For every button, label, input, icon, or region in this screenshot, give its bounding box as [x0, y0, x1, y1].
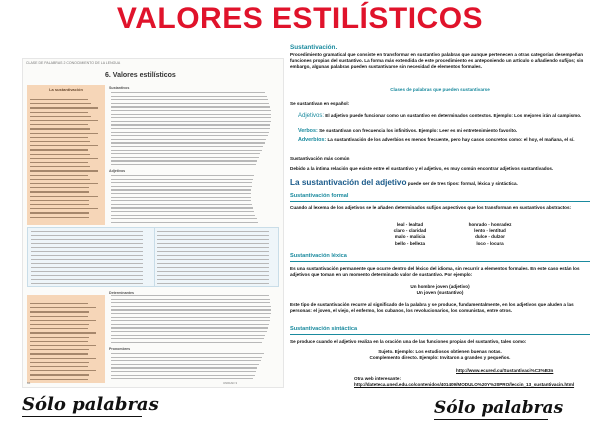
scan-text-line	[111, 342, 262, 343]
scan-text-line	[30, 154, 90, 155]
scan-text-line	[30, 345, 96, 346]
other-web-line: Otra web interesante: http://dateteca.uned.edu.co/contenidos/401409/MODULO%20Y%20PRO/leccin_13_sustantivacin.html	[354, 376, 575, 388]
subsection-determinantes: Determinantes	[109, 291, 134, 295]
scan-text-line	[111, 189, 251, 190]
scan-text-line	[30, 128, 90, 129]
subsection-sustantivos: Sustantivos	[109, 86, 130, 90]
scan-text-line	[30, 379, 88, 380]
scan-text-line	[111, 121, 271, 122]
scan-text-line	[111, 353, 264, 354]
scan-text-line	[111, 335, 265, 336]
scan-text-line	[30, 116, 91, 117]
adverbios-item: Adverbios: La sustantivación de los adverbios es menos frecuente, pero hay casos concretos como: el hoy, el mañana, el sí.	[298, 137, 575, 143]
pairs-left: leal - lealtad claro - claridad malo - malicia bello - belleza	[393, 222, 427, 246]
scan-text-line	[111, 367, 257, 368]
scan-text-line	[30, 124, 88, 125]
scan-text-line	[111, 96, 267, 97]
scan-text-line	[30, 162, 88, 163]
scan-text-line	[30, 337, 89, 338]
scan-text-line	[111, 117, 271, 118]
scan-text-line	[111, 371, 256, 372]
heading-sustantivacion: Sustantivación.	[290, 44, 338, 51]
scan-text-line	[111, 160, 257, 161]
scan-text-line	[30, 370, 96, 371]
scan-text-line	[111, 295, 269, 296]
scan-text-line	[111, 324, 269, 325]
scan-text-line	[30, 328, 88, 329]
adjetivos-item: Adjetivos: El adjetivo puede funcionar como un sustantivo en determinados contextos. Ejemplo: Los mejores irán al campismo.	[298, 113, 582, 119]
scan-text-line	[111, 360, 261, 361]
in-spanish-label: Se sustantivan en español:	[290, 101, 350, 106]
scan-text-line	[30, 200, 89, 201]
scan-text-line	[30, 349, 89, 350]
sintactica-paragraph: Se produce cuando el adjetivo realiza en la oración una de las funciones propias del sustantivo, tales como:	[290, 339, 527, 344]
scan-text-line	[111, 110, 271, 111]
scan-text-line	[31, 279, 143, 280]
scan-text-line	[111, 132, 269, 133]
scan-text-line	[111, 92, 265, 93]
scan-text-line	[30, 324, 89, 325]
scan-text-line	[30, 99, 88, 100]
scan-text-line	[157, 231, 269, 232]
scan-text-line	[157, 243, 269, 244]
scan-text-line	[111, 215, 255, 216]
scan-text-line	[111, 186, 252, 187]
solo-palabras-logo-left: Sólo palabras	[22, 394, 159, 415]
scan-text-line	[157, 279, 269, 280]
scan-text-line	[30, 141, 90, 142]
scan-text-line	[111, 200, 251, 201]
scan-text-line	[30, 358, 96, 359]
pairs-right: honrado - honradez lento - lentitud dulce - dulzor loco - locura	[468, 222, 512, 246]
scan-text-line	[111, 103, 269, 104]
scan-text-line	[111, 302, 270, 303]
scan-text-line	[30, 217, 89, 218]
scan-text-line	[111, 157, 259, 158]
intro-paragraph: Procedimiento gramatical que consiste en transformar en sustantivo palabras que aunque pertenecen a otras categorías desempeñan funciones propias del sustantivo. La forma más extendida de este procedimiento es anteponiendo un artículo o añadiendo sufijos; sin embargo, algunas palabras pueden sustantivarse sin necesidad de elementos formales.	[290, 52, 584, 70]
scan-text-line	[30, 120, 98, 121]
scan-text-line	[30, 112, 88, 113]
lexica-title: Sustantivación léxica	[290, 253, 347, 259]
scan-text-line	[30, 320, 96, 321]
scan-text-line	[111, 197, 251, 198]
relation-paragraph: Debido a la íntima relación que existe entre el sustantivo y el adjetivo, es muy común encontrar adjetivos sustantivados.	[290, 166, 554, 171]
scan-text-line	[157, 283, 269, 284]
lexica-rule	[290, 261, 590, 262]
scan-text-line	[31, 247, 143, 248]
scan-text-line	[157, 239, 269, 240]
scan-text-line	[31, 263, 143, 264]
scan-text-line	[30, 179, 90, 180]
scan-text-line	[31, 231, 143, 232]
formal-title: Sustantivación formal	[290, 193, 349, 199]
scan-text-line	[111, 135, 268, 136]
scan-text-line	[111, 142, 265, 143]
scan-text-line	[111, 378, 253, 379]
scan-text-line	[111, 327, 268, 328]
scan-text-line	[30, 303, 88, 304]
scan-text-line	[157, 255, 269, 256]
scan-text-line	[30, 137, 88, 138]
lexica-example-2: Un joven (sustantivo)	[416, 290, 464, 295]
scan-text-line	[157, 251, 269, 252]
scan-text-line	[111, 331, 267, 332]
scan-text-line	[111, 320, 270, 321]
scan-text-line	[111, 207, 253, 208]
page-title: VALORES ESTILÍSTICOS	[116, 2, 484, 35]
scan-text-line	[31, 251, 143, 252]
scan-text-line	[30, 208, 98, 209]
scan-text-line	[30, 316, 88, 317]
textbook-header: CLASE DE PALABRAS 2 CONOCIMIENTO DE LA LENGUA	[26, 61, 121, 65]
scan-text-line	[30, 311, 89, 312]
common-label: Sustantivación más común	[290, 156, 350, 161]
logo-underline-right	[434, 419, 548, 420]
scan-text-line	[30, 145, 98, 146]
scan-text-line	[30, 374, 89, 375]
scan-text-line	[111, 299, 270, 300]
scan-text-line	[111, 164, 256, 165]
scan-text-line	[30, 362, 89, 363]
textbook-section-title: 6. Valores estilísticos	[105, 72, 176, 79]
scan-text-line	[111, 193, 251, 194]
scan-text-line	[111, 146, 263, 147]
ecured-link[interactable]: http://www.ecured.cu/Sustantivaci%C3%B3n	[456, 368, 554, 373]
scan-text-line	[111, 222, 258, 223]
scan-text-line	[111, 317, 270, 318]
scan-text-line	[31, 259, 143, 260]
scan-text-line	[157, 247, 269, 248]
scan-text-line	[31, 283, 143, 284]
scan-text-line	[157, 263, 269, 264]
scan-text-line	[157, 267, 269, 268]
big-title-line: La sustantivación del adjetivo puede ser de tres tipos: formal, léxica y sintáctica.	[290, 178, 518, 187]
scan-text-line	[30, 166, 90, 167]
scan-text-line	[30, 191, 89, 192]
scan-text-line	[30, 183, 98, 184]
scan-text-line	[30, 187, 89, 188]
lexica-paragraph: Es una sustantivación permanente que ocurre dentro del léxico del idioma, sin recurrir a elementos formales. En este caso están los adjetivos que toman en un momento determinado valor de sustantivo. Por ejemplo:	[290, 266, 580, 278]
scan-text-line	[30, 175, 88, 176]
subsection-adjetivos: Adjetivos	[109, 169, 126, 173]
scan-text-line	[111, 313, 271, 314]
scan-text-line	[111, 218, 257, 219]
scan-text-line	[111, 204, 252, 205]
scan-text-line	[111, 375, 255, 376]
unit-label: UNIDAD 3	[223, 381, 238, 385]
lexica-example-1: Un hombre joven (adjetivo)	[410, 284, 470, 289]
scan-text-line	[30, 149, 88, 150]
scan-text-line	[31, 243, 143, 244]
scan-text-line	[30, 103, 91, 104]
scan-text-line	[157, 275, 269, 276]
scan-text-line	[30, 158, 98, 159]
scan-text-line	[111, 211, 254, 212]
scan-text-line	[30, 170, 98, 171]
scan-text-line	[30, 107, 98, 108]
scan-text-line	[111, 99, 268, 100]
scan-text-line	[30, 196, 98, 197]
scan-text-line	[111, 139, 266, 140]
scan-text-line	[111, 179, 253, 180]
formal-rule	[290, 201, 590, 202]
scan-text-line	[111, 153, 260, 154]
scan-text-line	[31, 271, 143, 272]
scan-text-line	[111, 124, 270, 125]
scan-text-line	[31, 239, 143, 240]
scan-text-line	[31, 267, 143, 268]
formal-paragraph: Cuando al lexema de los adjetivos se le añaden determinados sufijos aspectivos que los transforman en sustantivos abstractos:	[290, 205, 572, 210]
scan-text-line	[157, 259, 269, 260]
solo-palabras-logo-right: Sólo palabras	[434, 398, 564, 418]
scan-text-line	[111, 306, 271, 307]
scan-text-line	[31, 275, 143, 276]
scan-text-line	[111, 150, 262, 151]
scan-text-line	[30, 366, 88, 367]
uned-link[interactable]: http://dateteca.uned.edu.co/contenidos/401409/MODULO%20Y%20PRO/leccin_13_sustantivacin.html	[354, 382, 575, 388]
textbook-page-image	[22, 58, 284, 388]
sintactica-rule	[290, 334, 590, 335]
classes-title: Clases de palabras que pueden sustantivarse	[390, 87, 490, 92]
subsection-pronombres: Pronombres	[109, 347, 131, 351]
scan-text-line	[30, 332, 96, 333]
scan-text-line	[111, 175, 254, 176]
page-number: 84	[27, 381, 31, 385]
scan-text-line	[111, 338, 264, 339]
scan-text-line	[111, 128, 270, 129]
scan-text-line	[31, 255, 143, 256]
scan-text-line	[31, 235, 143, 236]
sintactica-example-1: Sujeto. Ejemplo: Los estudiosos obtienen buenas notas.	[378, 349, 502, 354]
scan-text-line	[30, 341, 88, 342]
logo-underline-left	[22, 416, 142, 417]
scan-text-line	[111, 357, 262, 358]
sintactica-example-2: Complemento directo. Ejemplo: Invitaron a grandes y pequeños.	[369, 355, 511, 360]
scan-text-line	[30, 204, 89, 205]
scan-text-line	[111, 114, 271, 115]
scan-text-line	[111, 309, 271, 310]
scan-text-line	[111, 106, 270, 107]
lexica-paragraph-2: Este tipo de sustantivación recurre al significado de la palabra y se produce, fundamentalmente, en los adjetivos que aluden a las personas: el joven, el viejo, el enfermo, los cubanos, los revolucionarios, los comunistas, entre otros.	[290, 302, 574, 314]
scan-text-line	[157, 235, 269, 236]
scan-text-line	[30, 212, 89, 213]
scan-text-line	[30, 307, 96, 308]
scan-text-line	[111, 364, 259, 365]
side-box-title: La sustantivación	[49, 87, 83, 92]
scan-text-line	[111, 182, 252, 183]
verbos-item: Verbos: Se sustantivan con frecuencia los infinitivos. Ejemplo: Leer es mi entretenimiento favorito.	[298, 128, 518, 134]
sintactica-title: Sustantivación sintáctica	[290, 326, 358, 332]
scan-text-line	[30, 133, 98, 134]
scan-text-line	[30, 353, 88, 354]
scan-text-line	[157, 271, 269, 272]
